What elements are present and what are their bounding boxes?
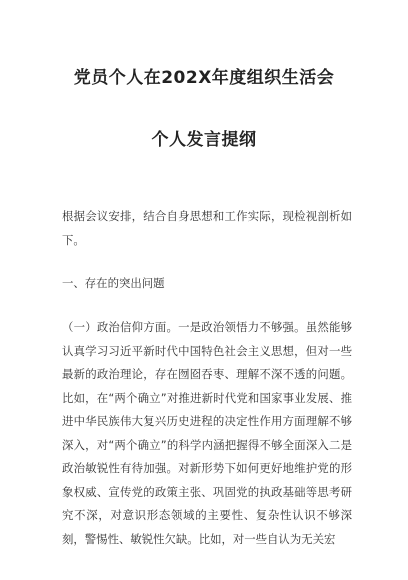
- body-paragraph: （一）政治信仰方面。一是政治领悟力不够强。虽然能够认真学习习近平新时代中国特色社会主义思想，但对一些最新的政治理论，存在囫囵吞枣、理解不深不透的问题。比如，在“两个确立”对推进新时代党和国家事业发展、推进中华民族伟大复兴历史进程的决定性作用方面理解不够深入，对“两个确立”的科学内涵把握得不够全面深入二是政治敏锐性有待加强。对新形势下如何更好地维护党的形象权威、宣传党的政策主张、巩固党的执政基础等思考研究不深，对意识形态领域的主要性、复杂性认识不够深刻，警惕性、敏锐性欠缺。比如，对一些自认为无关宏: [62, 320, 352, 546]
- intro-paragraph: 根据会议安排，结合自身思想和工作实际，现检视剖析如下。: [62, 209, 352, 247]
- document-subtitle: 个人发言提纲: [151, 130, 257, 150]
- section-heading: 一、存在的突出问题: [62, 276, 165, 290]
- document-title: 党员个人在202X年度组织生活会: [73, 68, 335, 88]
